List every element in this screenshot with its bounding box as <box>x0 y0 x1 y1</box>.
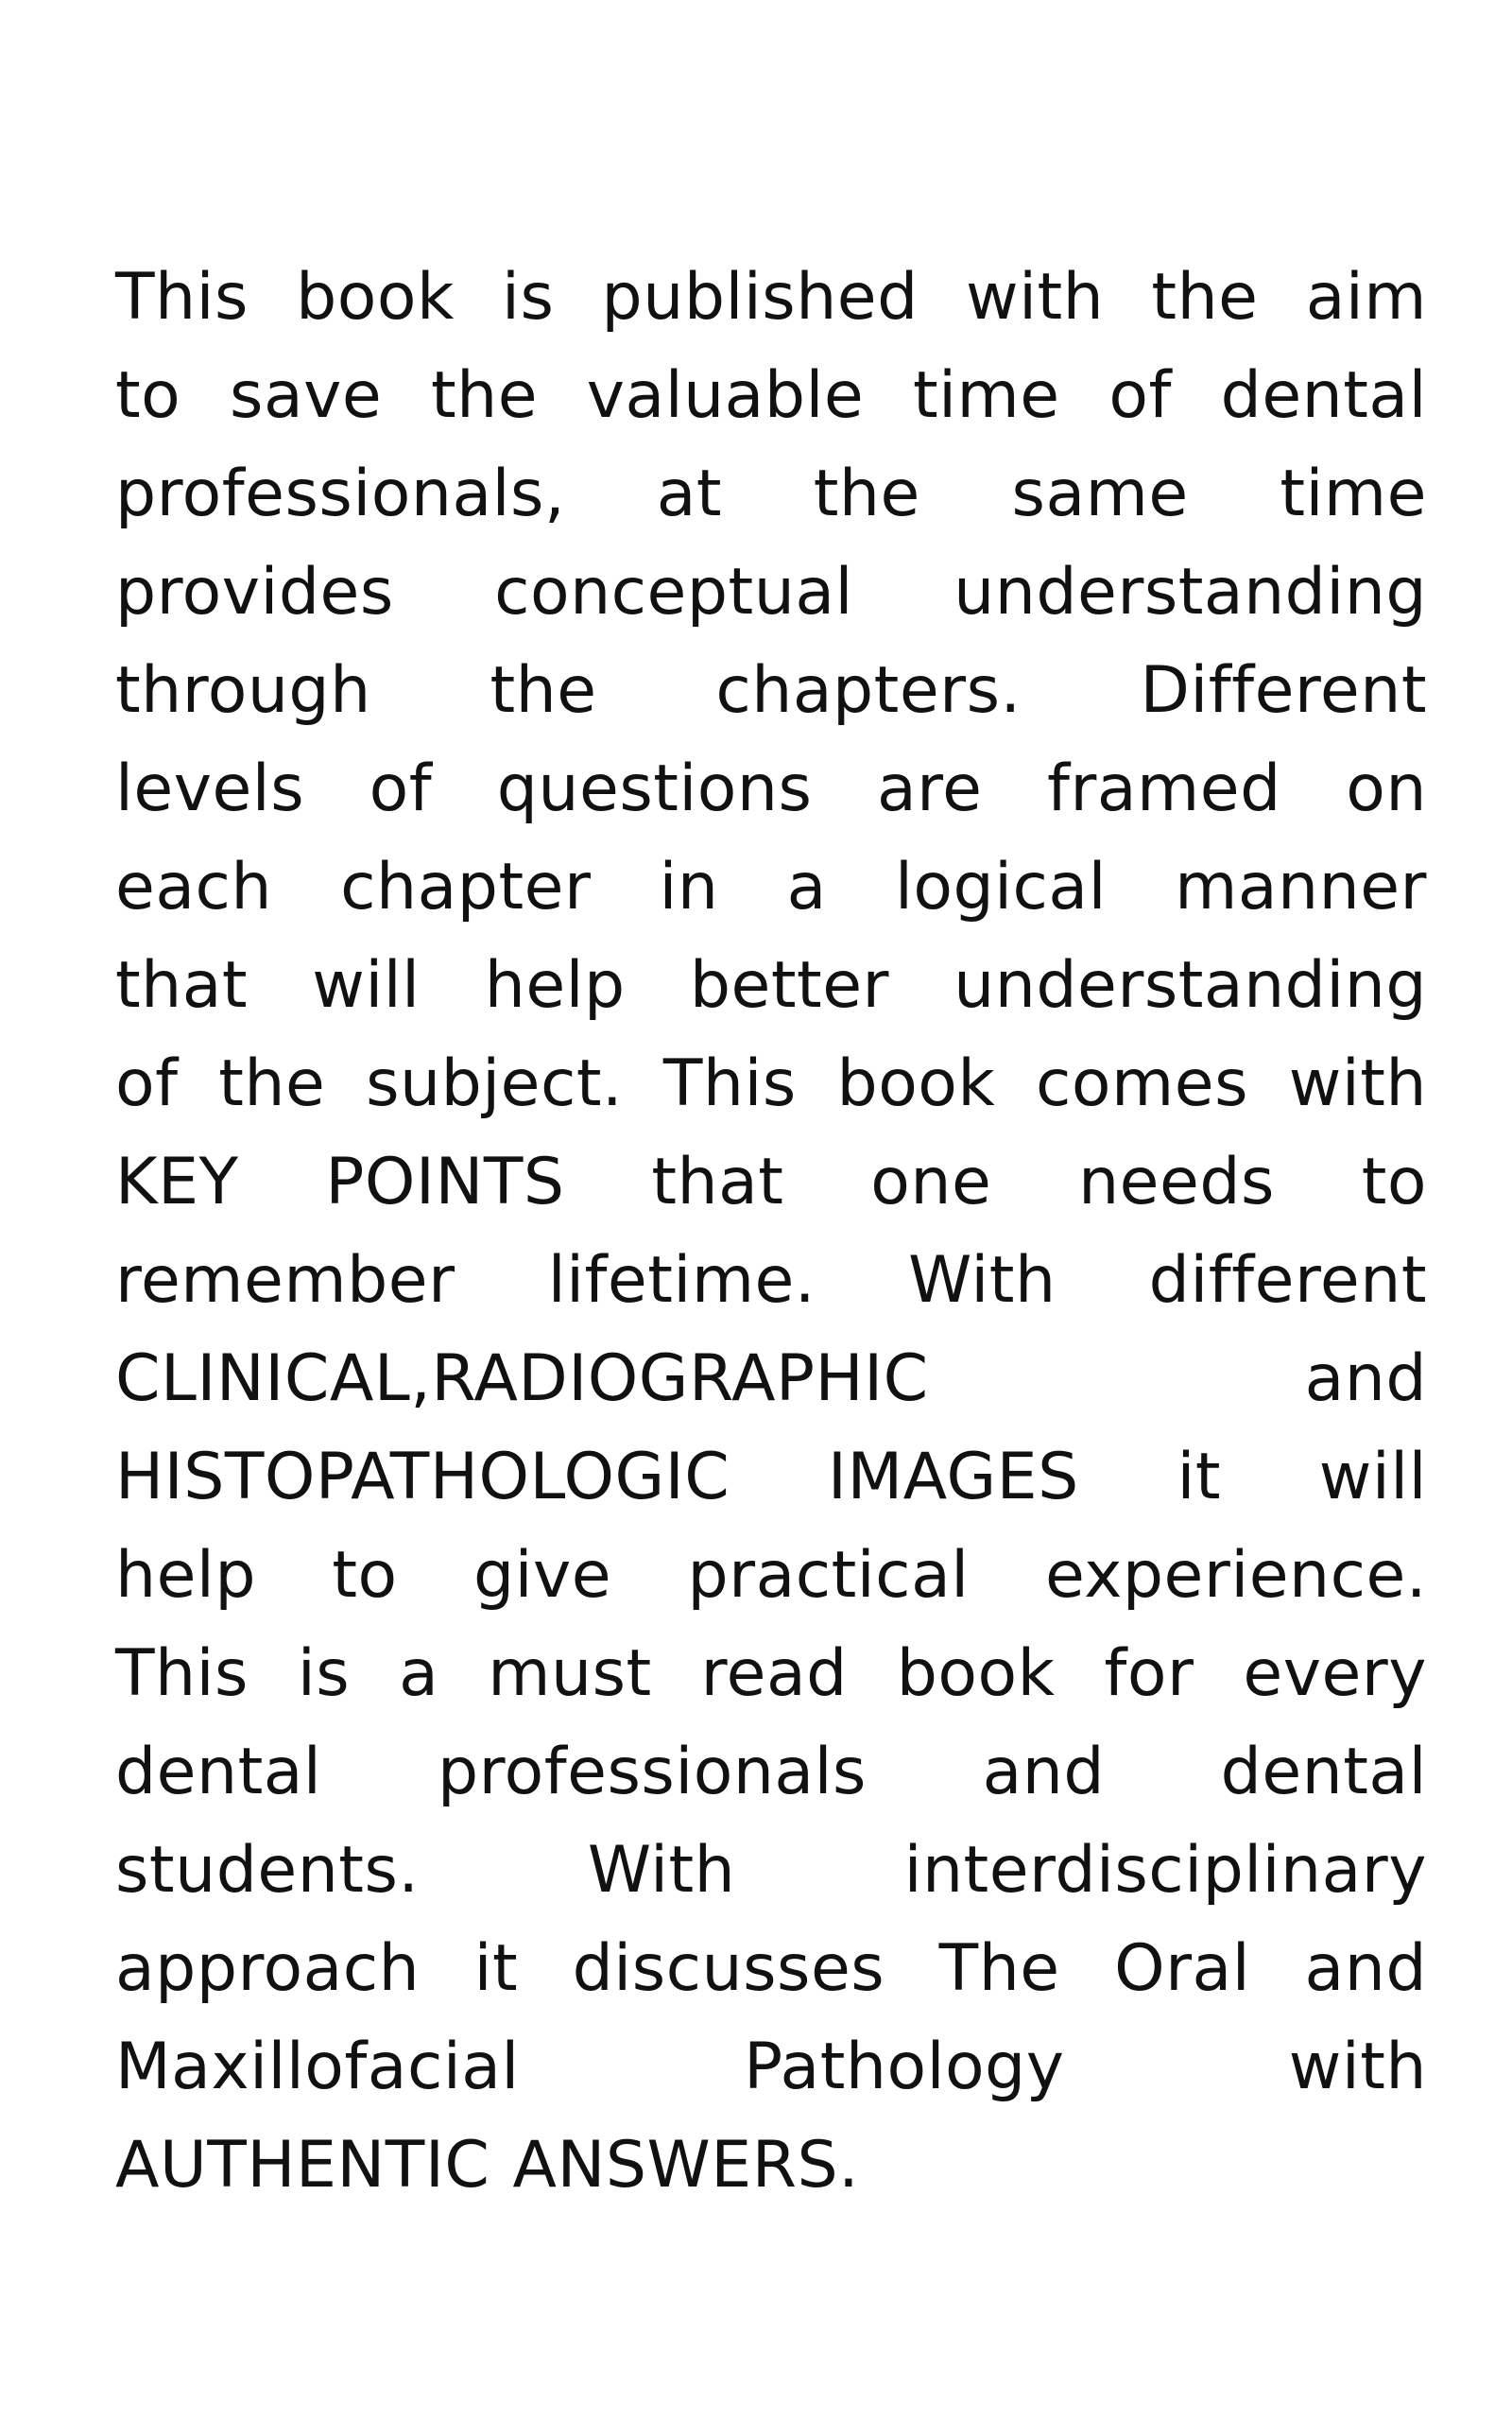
paragraph-line-14: help to give practical experience. <box>115 1538 1427 1613</box>
paragraph-line-4: provides conceptual understanding <box>115 555 1427 630</box>
paragraph-line-18: approach it discusses The Oral and <box>115 1931 1427 2006</box>
paragraph-line-15: This is a must read book for every <box>115 1636 1427 1711</box>
paragraph-line-12: CLINICAL,RADIOGRAPHIC and <box>115 1341 1427 1416</box>
paragraph-line-16: dental professionals and dental <box>115 1735 1427 1809</box>
paragraph-line-19: Maxillofacial Pathology with <box>115 2030 1427 2104</box>
paragraph-line-13: HISTOPATHOLOGIC IMAGES it will <box>115 1440 1427 1514</box>
paragraph-line-1: This book is published with the aim <box>115 260 1427 335</box>
paragraph-line-7: each chapter in a logical manner <box>115 850 1427 925</box>
paragraph-line-5: through the chapters. Different <box>115 653 1427 728</box>
paragraph-line-2: to save the valuable time of dental <box>115 358 1427 433</box>
paragraph-line-10: KEY POINTS that one needs to <box>115 1145 1427 1219</box>
paragraph-line-3: professionals, at the same time <box>115 457 1427 531</box>
paragraph-line-9: of the subject. This book comes with <box>115 1046 1427 1121</box>
paragraph-line-11: remember lifetime. With different <box>115 1243 1427 1318</box>
paragraph-line-6: levels of questions are framed on <box>115 752 1427 826</box>
paragraph-line-17: students. With interdisciplinary <box>115 1833 1427 1908</box>
paragraph-line-8: that will help better understanding <box>115 948 1427 1023</box>
description-paragraph <box>115 249 1427 2215</box>
paragraph-line-20: AUTHENTIC ANSWERS. <box>115 2128 860 2203</box>
